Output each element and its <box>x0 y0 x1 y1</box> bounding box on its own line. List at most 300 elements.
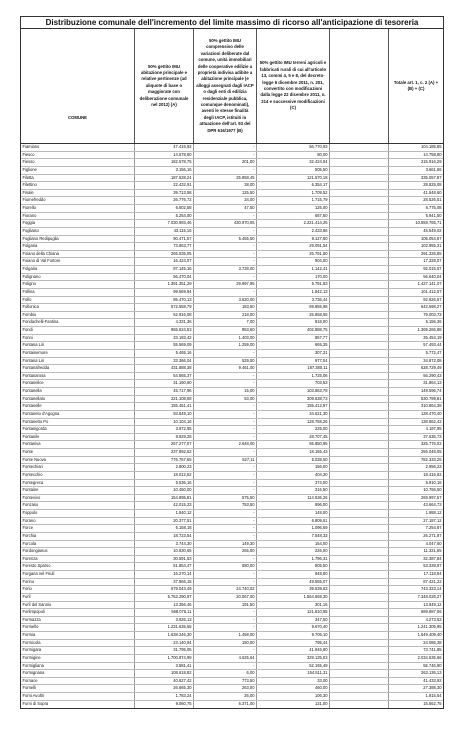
table-row <box>21 571 443 579</box>
cell-spacer <box>330 220 389 227</box>
cell-col-a: 1.231.635,55 <box>135 624 194 631</box>
cell-col-c: 5.038,50 <box>257 457 330 464</box>
cell-col-b: 527,11 <box>194 457 257 464</box>
table-header <box>21 29 443 144</box>
cell-col-b: 853,60 <box>194 327 257 334</box>
cell-spacer <box>330 175 389 182</box>
cell-total: 1.915,54 <box>425 693 442 698</box>
table-row <box>21 396 443 404</box>
cell-col-a: 6.158,18 <box>135 525 194 532</box>
cell-col-b: - <box>194 579 257 586</box>
cell-col-a: 10.450,00 <box>135 487 194 494</box>
cell-spacer <box>330 373 389 380</box>
cell-col-a: 18.723,54 <box>135 533 194 540</box>
cell-col-a: 568.076,11 <box>135 609 194 616</box>
cell-total: 24.086,38 <box>423 639 442 645</box>
cell-spacer <box>330 502 389 509</box>
cell-col-c: 5.791,83 <box>257 281 330 288</box>
table-row <box>21 197 443 205</box>
cell-total: 34.872,08 <box>423 357 442 363</box>
cell-total: 27.388,30 <box>423 685 442 691</box>
table-row <box>21 251 443 259</box>
cell-col-a: 56.470,04 <box>135 274 194 281</box>
cell-comune: Fordongianus <box>21 548 135 555</box>
cell-total: 689.887,06 <box>421 609 442 615</box>
table-row <box>21 441 443 449</box>
table-row <box>21 144 443 152</box>
cell-comune: Forlimpopoli <box>21 609 135 616</box>
cell-total: 17.328,07 <box>423 258 442 264</box>
cell-col-a: 679.043,49 <box>135 586 194 593</box>
cell-col-c: 114.536,26 <box>257 495 330 502</box>
cell-col-b: 6.371,00 <box>194 701 257 709</box>
cell-col-c: 106,30 <box>257 693 330 700</box>
cell-col-b: - <box>194 289 257 296</box>
cell-spacer <box>330 197 389 204</box>
table-row <box>21 350 443 358</box>
cell-col-c: 34.621,30 <box>257 411 330 418</box>
cell-col-b: - <box>194 609 257 616</box>
cell-spacer <box>330 602 389 609</box>
cell-total: 27.187,12 <box>423 517 442 523</box>
cell-col-a: 22.432,91 <box>135 182 194 189</box>
cell-col-a: 31.160,60 <box>135 380 194 387</box>
cell-total: 31.864,13 <box>423 380 442 386</box>
cell-col-b: 680,00 <box>194 563 257 570</box>
cell-col-a: 73.863,77 <box>135 243 194 250</box>
cell-spacer <box>330 457 389 464</box>
cell-spacer <box>330 182 389 189</box>
cell-spacer <box>330 579 389 586</box>
cell-col-b: - <box>194 472 257 479</box>
cell-total: 269.997,57 <box>421 494 442 500</box>
cell-col-a: 965.524,53 <box>135 327 194 334</box>
cell-col-a: 54.565,37 <box>135 373 194 380</box>
cell-total: 92.826,57 <box>423 296 442 302</box>
cell-col-a: 40.627,42 <box>135 678 194 685</box>
cell-col-a: 39.713,58 <box>135 190 194 197</box>
cell-comune: Fontainemore <box>21 350 135 357</box>
cell-col-a: 99.569,94 <box>135 289 194 296</box>
table-row <box>21 457 443 465</box>
cell-total: 17.118,94 <box>423 571 442 576</box>
cell-spacer <box>330 655 389 662</box>
cell-col-a: 14.678,80 <box>135 152 194 159</box>
cell-comune: Formello <box>21 624 135 631</box>
cell-total: 7.254,87 <box>425 525 442 531</box>
cell-total: 642.598,27 <box>421 304 442 310</box>
cell-spacer <box>330 556 389 563</box>
cell-col-a: 10.830,65 <box>135 548 194 555</box>
cell-spacer <box>330 518 389 525</box>
cell-comune: Fornelli <box>21 685 135 692</box>
cell-comune: Forino <box>21 579 135 586</box>
cell-comune: Formignana <box>21 670 135 677</box>
cell-total: 41.433,92 <box>423 677 442 683</box>
cell-total: 7.348.026,27 <box>417 593 442 599</box>
cell-col-a: 16.270,14 <box>135 571 194 578</box>
cell-col-a: 1.700.874,99 <box>135 655 194 662</box>
cell-spacer <box>330 663 389 670</box>
table-row <box>21 472 443 480</box>
cell-col-b: - <box>194 144 257 151</box>
cell-col-c: 121.570,18 <box>257 175 330 182</box>
cell-col-c: 1.796,31 <box>257 556 330 563</box>
cell-comune: Fiorello <box>21 205 135 212</box>
cell-col-a: 51.854,47 <box>135 563 194 570</box>
table-row <box>21 243 443 251</box>
table-row <box>21 533 443 541</box>
cell-col-c: 805,50 <box>257 563 330 570</box>
cell-total: 87.421,22 <box>423 578 442 584</box>
cell-col-c: 904,00 <box>257 258 330 265</box>
table-row <box>21 327 443 335</box>
cell-total: 11.321,65 <box>423 548 442 554</box>
cell-col-c: 347,50 <box>257 617 330 624</box>
cell-comune: Foiano della Chiana <box>21 251 135 258</box>
cell-col-b: 529,00 <box>194 358 257 365</box>
table-row <box>21 647 443 655</box>
table-row <box>21 190 443 198</box>
cell-spacer <box>330 274 389 281</box>
cell-total: 56.640,04 <box>423 273 442 279</box>
cell-col-a: 108.618,82 <box>135 670 194 677</box>
cell-col-b: 2.648,00 <box>194 441 257 448</box>
cell-col-b: - <box>194 380 257 387</box>
cell-spacer <box>330 464 389 471</box>
cell-col-b: 7,00 <box>194 319 257 326</box>
cell-col-b: 4.625,64 <box>194 655 257 662</box>
cell-total: 2.034.635,66 <box>417 654 442 660</box>
cell-total: 18.416,82 <box>423 471 442 477</box>
cell-spacer <box>330 533 389 540</box>
cell-col-c: 187.380,11 <box>257 365 330 372</box>
cell-col-b: 1.259,00 <box>194 342 257 349</box>
table-row <box>21 640 443 648</box>
cell-col-a: 26.776,72 <box>135 197 194 204</box>
cell-comune: Fonte <box>21 449 135 456</box>
table-row <box>21 487 443 495</box>
cell-spacer <box>330 441 389 448</box>
cell-total: 138.862,42 <box>421 418 442 424</box>
cell-comune: Formazza <box>21 617 135 624</box>
cell-col-c: 29.091,54 <box>257 243 330 250</box>
cell-spacer <box>330 449 389 456</box>
cell-col-c: 329.135,03 <box>257 655 330 662</box>
cell-col-c: 9.670,40 <box>257 624 330 631</box>
cell-comune: Forlì <box>21 594 135 601</box>
cell-col-c: 374,00 <box>257 480 330 487</box>
cell-col-b: 1.403,00 <box>194 335 257 342</box>
cell-col-b: - <box>194 487 257 494</box>
cell-col-b: 15,00 <box>194 388 257 395</box>
cell-col-a: 5.763.290,97 <box>135 594 194 601</box>
cell-col-c: 69.855,98 <box>257 304 330 311</box>
cell-col-a: 572.558,79 <box>135 304 194 311</box>
cell-col-c: 9.705,10 <box>257 632 330 639</box>
cell-total: 1.369.266,88 <box>417 327 442 332</box>
cell-col-b: - <box>194 663 257 670</box>
cell-col-b: - <box>194 213 257 220</box>
cell-col-a: 3.972,95 <box>135 426 194 433</box>
cell-total: 53.339,97 <box>423 563 442 569</box>
cell-col-a: 3.744,30 <box>135 541 194 548</box>
cell-comune: Fontanellato <box>21 396 135 403</box>
cell-col-c: 56.770,93 <box>257 144 330 151</box>
cell-col-b: - <box>194 464 257 471</box>
cell-col-c: 32.424,54 <box>257 159 330 166</box>
cell-col-a: 431.888,38 <box>135 365 194 372</box>
cell-col-a: 155.451,41 <box>135 403 194 410</box>
table-row <box>21 510 443 518</box>
cell-spacer <box>330 426 389 433</box>
table-row <box>21 693 443 701</box>
cell-col-b: - <box>194 350 257 357</box>
table-row <box>21 655 443 663</box>
table-row <box>21 213 443 221</box>
cell-spacer <box>330 388 389 395</box>
cell-col-c: 977,04 <box>257 358 330 365</box>
cell-col-c: 2.433,86 <box>257 228 330 235</box>
cell-total: 256.048,05 <box>421 449 442 454</box>
table-row <box>21 495 443 503</box>
cell-col-a: 13.356,46 <box>135 602 194 609</box>
cell-col-a: 8.929,28 <box>135 434 194 441</box>
cell-col-b: 3.728,00 <box>194 266 257 273</box>
cell-spacer <box>330 266 389 273</box>
cell-col-a: 33.366,04 <box>135 358 194 365</box>
cell-col-b: 24.740,02 <box>194 586 257 593</box>
table-row <box>21 319 443 327</box>
table-row <box>21 403 443 411</box>
cell-col-a: 187.628,24 <box>135 175 194 182</box>
cell-col-a: 87.145,16 <box>135 266 194 273</box>
cell-spacer <box>330 312 389 319</box>
cell-col-b: - <box>194 373 257 380</box>
cell-col-b: 9.461,00 <box>194 365 257 372</box>
cell-col-c: 65.850,95 <box>257 441 330 448</box>
cell-total: 310.864,38 <box>421 403 442 409</box>
cell-spacer <box>330 693 389 700</box>
cell-col-c: 49.555,07 <box>257 579 330 586</box>
cell-col-a: 52.916,08 <box>135 312 194 319</box>
header-col-a: 50% gettito IMU abitazione principale e relative pertinenze (ad aliquote di base o maggiorate con deliberazione comunale nel 2012) (A) <box>135 29 194 143</box>
cell-spacer <box>330 647 389 654</box>
table-row <box>21 380 443 388</box>
cell-comune: Fontegreca <box>21 480 135 487</box>
cell-comune: Formigliana <box>21 663 135 670</box>
cell-spacer <box>330 411 389 418</box>
table-row <box>21 632 443 640</box>
cell-spacer <box>330 632 389 639</box>
cell-col-a: 3.156,16 <box>135 167 194 174</box>
cell-col-b: - <box>194 426 257 433</box>
cell-total: 4.273,63 <box>425 616 442 622</box>
cell-comune: Forcola <box>21 541 135 548</box>
cell-total: 2.956,23 <box>425 464 442 470</box>
cell-col-c: 125,00 <box>257 205 330 212</box>
cell-total: 149.596,74 <box>421 388 442 393</box>
cell-col-b: - <box>194 647 257 654</box>
cell-col-c: 148,00 <box>257 510 330 517</box>
cell-total: 13.849,12 <box>423 601 442 607</box>
cell-col-c: 155.412,97 <box>257 403 330 410</box>
distribution-table <box>20 16 444 709</box>
cell-col-a: 265.535,05 <box>135 251 194 258</box>
cell-comune: Force <box>21 525 135 532</box>
cell-col-b: - <box>194 228 257 235</box>
cell-col-b: 430.970,06 <box>194 220 257 227</box>
cell-col-a: 5.465,16 <box>135 350 194 357</box>
cell-spacer <box>330 205 389 212</box>
table-row <box>21 304 443 312</box>
table-row <box>21 480 443 488</box>
cell-comune: Follo <box>21 297 135 304</box>
cell-col-c: 39.539,63 <box>257 586 330 593</box>
cell-col-c: 33,00 <box>257 678 330 685</box>
cell-total: 628.729,49 <box>421 365 442 371</box>
cell-spacer <box>330 548 389 555</box>
cell-spacer <box>330 617 389 624</box>
cell-comune: Fontanigorda <box>21 426 135 433</box>
cell-col-b: 149,30 <box>194 541 257 548</box>
cell-col-b: 773,50 <box>194 678 257 685</box>
table-row <box>21 258 443 266</box>
cell-col-b: - <box>194 274 257 281</box>
cell-col-c: 28.707,45 <box>257 434 330 441</box>
cell-total: 5.772,47 <box>425 349 442 355</box>
cell-col-b: 38,00 <box>194 182 257 189</box>
cell-comune: Formigara <box>21 647 135 654</box>
cell-col-c: 460,00 <box>257 685 330 692</box>
cell-col-b: - <box>194 152 257 159</box>
cell-total: 28.825,08 <box>423 182 442 188</box>
table-row <box>21 411 443 419</box>
cell-col-a: 1.783,24 <box>135 693 194 700</box>
cell-spacer <box>330 472 389 479</box>
table-row <box>21 434 443 442</box>
table-row <box>21 624 443 632</box>
cell-spacer <box>330 624 389 631</box>
cell-col-b: - <box>194 617 257 624</box>
cell-comune: Filettino <box>21 182 135 189</box>
cell-col-b: 25.858,45 <box>194 175 257 182</box>
cell-total: 102.955,31 <box>421 243 442 249</box>
cell-total: 1.427.141,07 <box>417 281 442 287</box>
cell-col-b: 53,00 <box>194 396 257 403</box>
cell-spacer <box>330 159 389 166</box>
cell-comune: Fonni <box>21 335 135 342</box>
cell-comune: Fontevivo <box>21 495 135 502</box>
cell-total: 45.549,02 <box>423 227 442 233</box>
table-row <box>21 556 443 564</box>
cell-total: 1.649.409,40 <box>417 632 442 637</box>
table-row <box>21 289 443 297</box>
cell-col-a: 16.424,07 <box>135 258 194 265</box>
table-row <box>21 670 443 678</box>
table-row <box>21 426 443 434</box>
cell-col-b: - <box>194 533 257 540</box>
cell-col-b: 201,00 <box>194 159 257 166</box>
table-row <box>21 548 443 556</box>
cell-comune: Folignano <box>21 274 135 281</box>
cell-comune: Follina <box>21 289 135 296</box>
cell-total: 782.333,26 <box>421 456 442 462</box>
cell-col-c: 309.638,73 <box>257 396 330 403</box>
cell-total: 10.766,50 <box>423 487 442 493</box>
cell-spacer <box>330 594 389 601</box>
table-title: Distribuzione comunale dell'incremento del limite massimo di ricorso all'anticipazione di tesoreria <box>21 17 443 29</box>
table-row <box>21 685 443 693</box>
cell-comune: Fogliano Redipuglia <box>21 236 135 243</box>
cell-col-b: 753,50 <box>194 502 257 509</box>
cell-col-a: 37.866,15 <box>135 579 194 586</box>
cell-comune: Fiamiano <box>21 144 135 151</box>
cell-comune: Forio <box>21 586 135 593</box>
cell-comune: Fontanella <box>21 388 135 395</box>
cell-total: 55.746,90 <box>423 662 442 668</box>
cell-col-a: 93.849,10 <box>135 411 194 418</box>
cell-col-a: 3.926,13 <box>135 617 194 624</box>
cell-total: 3.661,66 <box>425 166 442 172</box>
cell-spacer <box>330 525 389 532</box>
table-row <box>21 518 443 526</box>
cell-col-c: 2.221.414,25 <box>257 220 330 227</box>
cell-col-b: 1.458,00 <box>194 632 257 639</box>
table-row <box>21 182 443 190</box>
cell-col-b: - <box>194 571 257 578</box>
cell-spacer <box>330 281 389 288</box>
cell-col-c: 154,00 <box>257 541 330 548</box>
cell-total: 6.775,08 <box>425 205 442 210</box>
cell-comune: Fiesso <box>21 159 135 166</box>
cell-comune: Fiesco <box>21 152 135 159</box>
cell-comune: Fontanelice <box>21 380 135 387</box>
cell-col-a: 4.331,36 <box>135 319 194 326</box>
cell-col-a: 45.717,96 <box>135 388 194 395</box>
header-comune: COMUNE <box>21 29 135 143</box>
cell-comune: Fornace <box>21 678 135 685</box>
cell-comune: Fiumefreddo <box>21 197 135 204</box>
cell-col-c: 1.842,13 <box>257 289 330 296</box>
cell-total: 104.185,85 <box>421 144 442 149</box>
cell-spacer <box>330 701 389 709</box>
cell-comune: Forenza <box>21 556 135 563</box>
cell-col-c: 404,30 <box>257 472 330 479</box>
cell-spacer <box>330 586 389 593</box>
cell-total: 43.664,73 <box>423 502 442 508</box>
table-row <box>21 617 443 625</box>
cell-col-b: - <box>194 518 257 525</box>
cell-total: 57.493,44 <box>423 342 442 348</box>
cell-comune: Folgaria <box>21 266 135 273</box>
table-row <box>21 205 443 213</box>
cell-comune: Figlione <box>21 167 135 174</box>
cell-col-a: 23.140,94 <box>135 640 194 647</box>
cell-total: 41.548,60 <box>423 189 442 195</box>
cell-col-c: 301,16 <box>257 602 330 609</box>
cell-spacer <box>330 319 389 326</box>
cell-col-a: 6.602,58 <box>135 205 194 212</box>
cell-col-a: 20.377,51 <box>135 518 194 525</box>
cell-total: 92.015,57 <box>423 266 442 271</box>
table-row <box>21 594 443 602</box>
table-body <box>21 144 443 708</box>
cell-col-c: 170,00 <box>257 274 330 281</box>
cell-comune: Fonzaso <box>21 502 135 509</box>
cell-col-a: 26.665,30 <box>135 685 194 692</box>
cell-comune: Folgaria <box>21 243 135 250</box>
